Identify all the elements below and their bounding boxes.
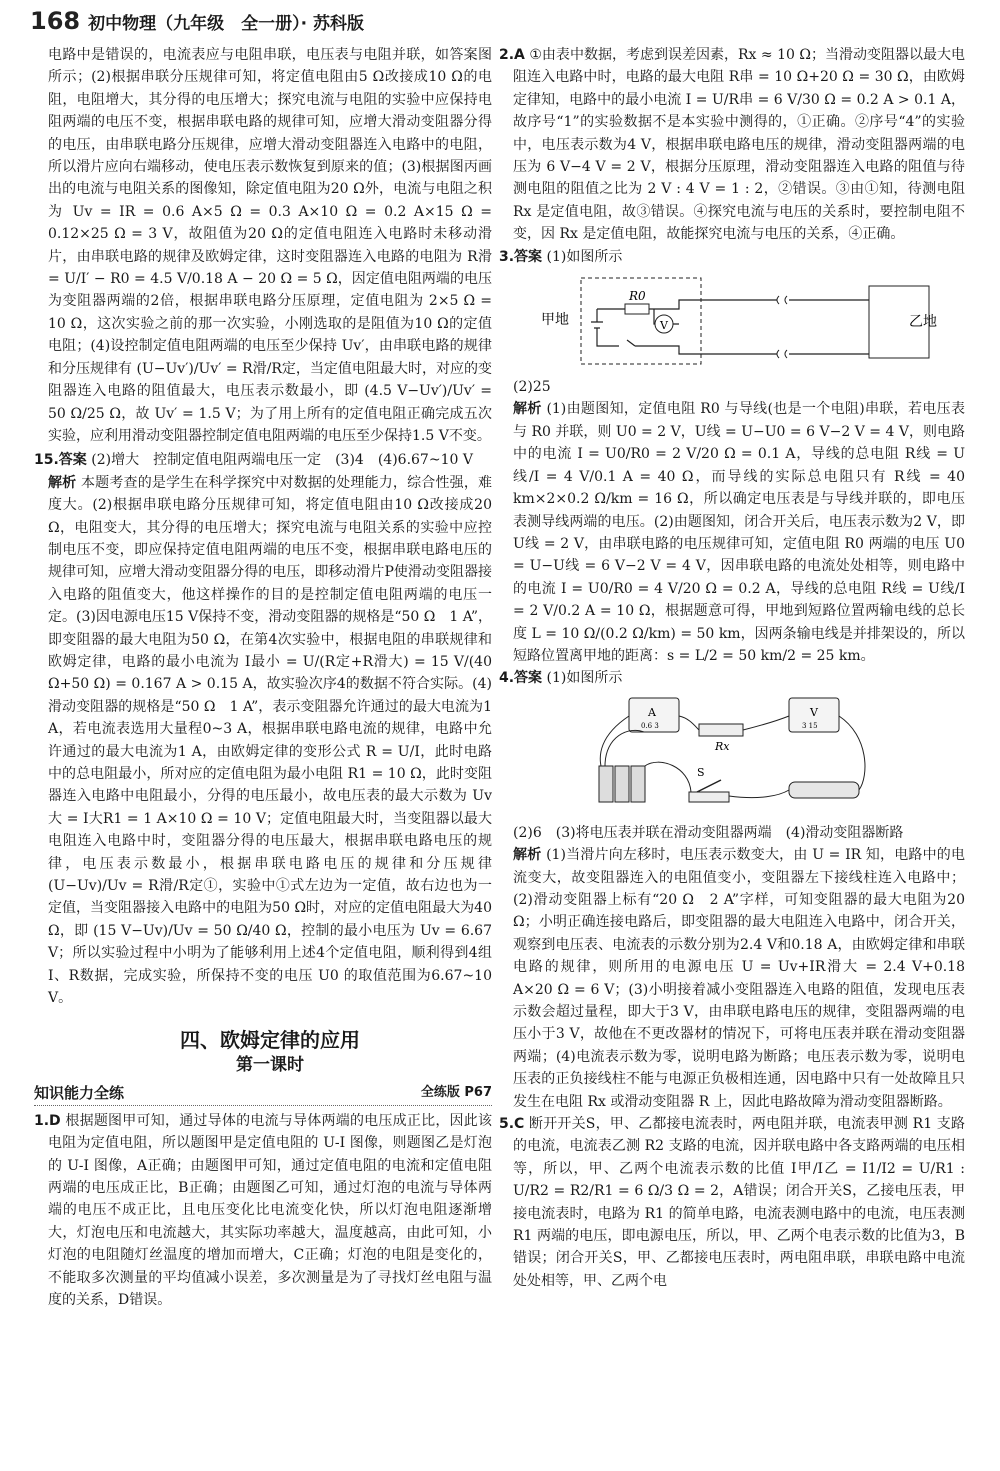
page-header: [30, 4, 364, 38]
q4-analysis-label: 解析: [513, 847, 542, 864]
q15-answer: (2)增大 控制定值电阻两端电压一定 (3)4 (4)6.67~10 V: [91, 452, 473, 469]
switch-icon: [689, 792, 729, 802]
voltmeter-device-label: V: [810, 705, 818, 719]
resistor-rx-icon: [699, 724, 743, 736]
resistor-r0: [625, 304, 649, 314]
q1-analysis: 根据题图甲可知，通过导体的电流与导体两端的电压成正比，因此该电阻为定值电阻，所以题图甲是定值电阻的 U-I 图像，则题图乙是灯泡的 U-I 图像，A正确；由题图甲可知，通过定值电阻的电流和定值电阻两端的电压成正比，B正确；由题图乙可知，通过灯泡的电流与导体两端的电压不成正比，且电压变化比电流变化快，所以灯泡电阻逐渐增大，灯泡电压和电流越大，其实际功率越大，温度越高，由此可知，小灯泡的电阻随灯丝温度的增加而增大，C正确；灯泡的电阻是变化的，不能取多次测量的平均值减小误差，多次测量是为了寻找灯丝电阻与温度的关系，D错误。: [48, 1112, 493, 1308]
q4-circuit-drawing: [589, 696, 889, 816]
q3-analysis: (1)由题图知，定值电阻 R0 与导线(也是一个电阻)串联，若电压表与 R0 并联，则 U0 = 2 V，U线 = U−U0 = 6 V−2 V = 4 V，则电路中的电流 I = U0/R0 = 2 V/20 Ω = 0.1 A，导线的总电阻 R线 = U线/I = 4 V/0.1 A = 40 Ω，而导线的实际总电阻只有 R线 = 40 km×2×0.2 Ω/km = 16 Ω，所以确定电压表是与导线并联的，即电压表测导线两端的电压。(2)由题图知，闭合开关后，电压表示数为2 V，即 U线 = 2 V，由串联电路的电压规律可知，定值电阻 R0 两端的电压 U0 = U−U线 = 6 V−2 V = 4 V，因串联电路的电流处处相等，则电路中的电流 I = U0/R0 = 4 V/20 Ω = 0.2 A，导线的总电阻 R线 = U线/I = 2 V/0.2 A = 10 Ω，根据题意可得，甲地到短路位置两输电线的总长度 L = 10 Ω/(0.2 Ω/km) = 50 km，因两条输电线是并排架设的，所以短路位置离甲地的距离：s = L/2 = 50 km/2 = 25 km。: [513, 401, 965, 664]
r0-label: R0: [629, 289, 646, 304]
switch-lever: [697, 780, 721, 792]
label-yidi: 乙地: [909, 314, 937, 331]
q2-number: 2.A: [499, 47, 525, 63]
q3-answer: (1)如图所示: [546, 248, 623, 265]
q15-analysis: 本题考查的是学生在科学探究中对数据的处理能力，综合性强，难度大。(2)根据串联电路分压规律可知，将定值电阻由10 Ω改接成20 Ω，电阻变大，其分得的电压增大；探究电流与电阻关系的实验中应控制电压不变，即应保持定值电阻两端的电压不变，根据串联电路电压的规律可知，应增大滑动变阻器分得的电压，即移动滑片P使滑动变阻器接入电路的阻值变大，他这样操作的目的是控制定值电阻两端的电压一定。(3)因电源电压15 V保持不变，滑动变阻器的规格是“50 Ω 1 A”，即变阻器的最大电阻为50 Ω，在第4次实验中，根据电阻的串联规律和欧姆定律，电路的最小电流为 I最小 = U/(R定+R滑大) = 15 V/(40 Ω+50 Ω) = 0.167 A > 0.15 A，故实验次序4的数据不符合实际。(4)滑动变阻器的规格是“50 Ω 1 A”，表示变阻器允许通过的最大电流为1 A，若电流表选用大量程0~3 A，根据串联电路电流的规律，电路中允许通过的最大电流为1 A，由欧姆定律的变形公式 R = U/I，此时电路中的总电阻最小，所对应的定值电阻为最小电阻 R1 = 10 Ω，此时变阻器连入电路中电阻最小，分得的电压最小，故电压表的最大示数为 Uv大 = I大R1 = 1 A×10 Ω = 10 V；定值电阻最大时，当变阻器以最大电阻连入电路中时，变阻器分得的电压最大，根据串联电路电压的规律，电压表示数最小，根据串联电路电压的规律和分压规律 (U−Uv)/Uv = R滑/R定①，实验中①式左边为一定值，故右边也为一定值，当变阻器接入电路中的电阻为50 Ω时，对应的定值电阻最大为40 Ω，即 (15 V−Uv)/Uv = 50 Ω/40 Ω，控制的最小电压为 Uv = 6.67 V；所以实验过程中小明为了能够利用上述4个定值电阻，顺利得到4组I、R数据，完成实验，所保持不变的电压 U0 的取值范围为6.67~10 V。: [48, 474, 493, 1007]
q2-analysis: ①由表中数据，考虑到误差因素，Rx ≈ 10 Ω；当滑动变阻器以最大电阻连入电路中时，电路的最大电阻 R串 = 10 Ω+20 Ω = 30 Ω，由欧姆定律知，电路中的最小电流 I = U/R串 = 6 V/30 Ω = 0.2 A > 0.1 A，故序号“1”的实验数据不是本实验中测得的，①正确。②序号“4”的实验中，电压表示数为4 V，根据串联电路电压的规律，滑动变阻器两端的电压为 6 V−4 V = 2 V，根据分压原理，滑动变阻器连入电路的阻值与待测电阻的阻值之比为 2 V : 4 V = 1 : 2，②错误。③由①知，待测电阻 Rx 是定值电阻，故③错误。④探究电流与电压的关系时，要控制电阻不变，因 Rx 是定值电阻，故能探究电流与电压的关系，④正确。: [513, 47, 965, 243]
voltmeter-label: V: [660, 319, 668, 333]
rheostat-icon: [789, 782, 859, 798]
page-number: 168: [30, 7, 81, 35]
q3-part2: (2)25: [513, 379, 551, 396]
q4-analysis: (1)当滑片向左移时，电压表示数变大，由 U = IR 知，电路中的电流变大，故变阻器连入的电阻值变小，变阻器左下接线柱连入电路中；(2)滑动变阻器上标有“20 Ω 2 A”字样，可知变阻器的最大电阻为20 Ω；小明正确连接电路后，即变阻器的最大电阻连入电路中，闭合开关，观察到电压表、电流表的示数分别为2.4 V和0.18 A，由欧姆定律和串联电路的规律，则所用的电源电压 U = Uv+IR滑大 = 2.4 V+0.18 A×20 Ω = 6 V；(3)小明接着减小变阻器连入电路的阻值，发现电压表示数会超过量程，即大于3 V，由串联电路电压的规律，变阻器两端的电压小于3 V，故他在不更改器材的情况下，可将电压表并联在滑动变阻器两端；(4)电流表示数为零，说明电路为断路；电压表示数为零，说明电压表的正负接线柱不能与电源正负极相连通，因电路中只有一处故障且只发生在电阻 Rx 或滑动变阻器 R 上，因此电路故障为滑动变阻器断路。: [513, 847, 966, 1110]
right-column: [499, 44, 966, 1292]
voltmeter-scale: 3 15: [802, 721, 818, 730]
rx-label: Rx: [715, 739, 730, 753]
q14-continuation: 电路中是错误的，电流表应与电阻串联，电压表与电阻并联，如答案图所示；(2)根据串联分压规律可知，将定值电阻由5 Ω改接成10 Ω的电阻，电阻增大，其分得的电压增大；探究电流与电阻的实验中应保持电阻两端的电压不变，根据串联电路的规律可知，应增大滑动变阻器分得的电压，由串联电路分压规律，应增大滑动变阻器连入电路中的电阻，所以滑片应向右端移动，使电压表示数恢复到原来的值；(3)根据图丙画出的电流与电阻关系的图像知，除定值电阻为20 Ω外，电流与电阻之积为 Uv = IR = 0.6 A×5 Ω = 0.3 A×10 Ω = 0.2 A×15 Ω = 0.12×25 Ω = 3 V，故阻值为20 Ω的定值电阻连入电路时未移动滑片，由串联电路的规律及欧姆定律，这时变阻器连入电路的电阻为 R滑 = U/I′ − R0 = 4.5 V/0.18 A − 20 Ω = 5 Ω，因定值电阻两端的电压为变阻器两端的2倍，根据串联电路分压原理，定值电阻为 2×5 Ω = 10 Ω，这次实验之前的那一次实验，小刚选取的是阻值为10 Ω的定值电阻；(4)设控制定值电阻两端的电压至少保持 Uv′，由串联电路的规律和分压规律有 (U−Uv′)/Uv′ = R滑/R定，当定值电阻最大时，对应的变阻器连入电路的阻值最大，电压表示数最小，即 (4.5 V−Uv′)/Uv′ = 50 Ω/25 Ω，故 Uv′ = 1.5 V；为了用上所有的定值电阻正确完成五次实验，应利用滑动变阻器控制定值电阻两端的电压至少保持1.5 V不变。: [48, 47, 492, 444]
left-column: [34, 44, 493, 1311]
ammeter-scale: 0.6 3: [641, 721, 659, 730]
battery-icon-2: [615, 766, 629, 802]
q5-analysis: 断开开关S，甲、乙都接电流表时，两电阻并联，电流表甲测 R1 支路的电流，电流表乙测 R2 支路的电流，因并联电路中各支路两端的电压相等，所以，甲、乙两个电流表示数的比值 I甲/I乙 = I1/I2 = U/R1 : U/R2 = R2/R1 = 6 Ω/3 Ω = 2，A错误；闭合开关S，乙接电压表，甲接电流表时，电路为 R1 的简单电路，电流表测电路中的电流，电压表测 R1 两端的电压，即电源电压，所以，甲、乙两个电表示数的比值为3，B错误；闭合开关S，甲、乙都接电压表时，两电阻串联，串联电路中电流处处相等，甲、乙两个电: [513, 1116, 965, 1289]
battery-icon-3: [631, 766, 645, 802]
q4-answer: (1)如图所示: [546, 670, 623, 687]
practice-bar-title: 知识能力全练: [34, 1084, 125, 1103]
q3-analysis-label: 解析: [513, 401, 542, 418]
q15-analysis-label: 解析: [48, 474, 77, 491]
q15-number: 15.答案: [34, 452, 87, 469]
q4-part2: (2)6 (3)将电压表并联在滑动变阻器两端 (4)滑动变阻器断路: [513, 824, 904, 841]
practice-bar-page: 全练版 P67: [420, 1085, 492, 1101]
section-title: 四、欧姆定律的应用: [180, 1028, 360, 1053]
q4-number: 4.答案: [499, 670, 543, 687]
battery-icon-1: [599, 766, 613, 802]
book-title: 初中物理（九年级 全一册）· 苏科版: [88, 13, 364, 34]
q3-number: 3.答案: [499, 248, 543, 265]
ammeter-label: A: [648, 705, 656, 719]
break-marks: [777, 296, 787, 358]
q1-number: 1.D: [34, 1112, 61, 1129]
q5-number: 5.C: [499, 1116, 525, 1133]
practice-bar: [34, 1082, 492, 1105]
circuit-wires: [591, 300, 777, 354]
transmission-lines: [789, 300, 869, 354]
label-jiadi: 甲地: [541, 312, 569, 329]
lesson-title: 第一课时: [236, 1054, 304, 1075]
q3-circuit-diagram: [539, 274, 939, 370]
switch-label: S: [697, 765, 705, 779]
